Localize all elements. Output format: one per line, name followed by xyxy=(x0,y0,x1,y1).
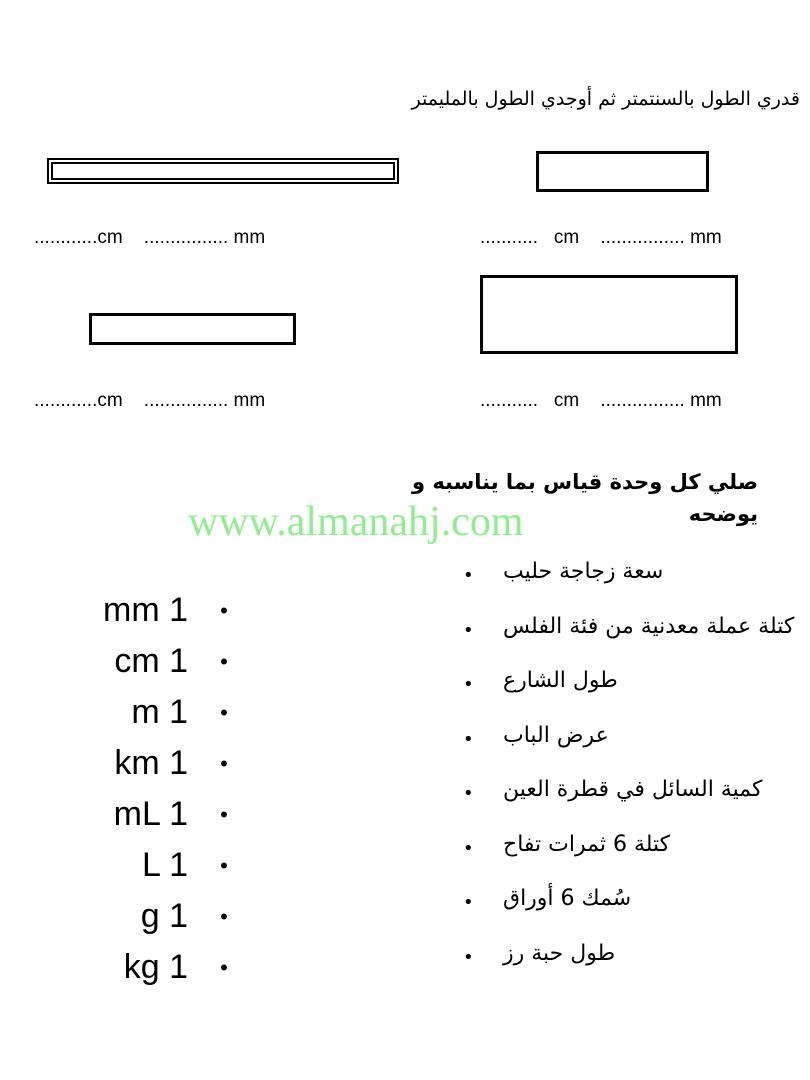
bullet-icon: • xyxy=(463,892,474,913)
bullet-icon: • xyxy=(463,674,474,695)
list-item: • كتلة 6 ثمرات تفاح xyxy=(463,831,671,859)
bullet-icon: • xyxy=(463,783,474,804)
list-item: • سُمك 6 أوراق xyxy=(463,886,632,913)
bullet-icon: • xyxy=(220,954,228,980)
bullet-icon: • xyxy=(463,619,474,641)
bullet-icon: • xyxy=(463,728,474,750)
list-item: • سعة زجاجة حليب xyxy=(463,559,664,586)
bullet-icon: • xyxy=(220,750,228,776)
bullet-icon: • xyxy=(463,837,474,859)
answer-line-row2-left: ............cm ................ mm xyxy=(34,390,266,411)
bullet-icon: • xyxy=(220,903,228,929)
list-item: m 1 • xyxy=(60,687,230,738)
list-item: L 1 • xyxy=(60,840,230,891)
watermark: www.almanahj.com xyxy=(188,499,524,545)
list-item: • كمية السائل في قطرة العين xyxy=(463,777,763,804)
list-item: km 1 • xyxy=(60,738,230,789)
bullet-icon: • xyxy=(220,801,228,827)
answer-line-row2-right: ........... cm ................ mm xyxy=(480,390,722,411)
rectangle-shape-large xyxy=(480,275,738,354)
instruction-title-match: صلي كل وحدة قياس بما يناسبه و يوضحه xyxy=(411,470,758,526)
description-list xyxy=(455,551,810,991)
list-item: • كتلة عملة معدنية من فئة الفلس xyxy=(463,613,795,641)
bullet-icon: • xyxy=(463,565,474,586)
bullet-icon: • xyxy=(220,699,228,725)
list-item: g 1 • xyxy=(60,891,230,942)
bar-shape-long xyxy=(47,158,399,184)
list-item: cm 1 • xyxy=(60,636,230,687)
answer-line-row1-right: ........... cm ................ mm xyxy=(480,227,722,248)
answer-line-row1-left: ............cm ................ mm xyxy=(34,227,266,248)
list-item: kg 1 • xyxy=(60,942,230,993)
bullet-icon: • xyxy=(220,852,228,878)
unit-list xyxy=(60,585,230,993)
list-item: • طول الشارع xyxy=(463,668,618,695)
instruction-title-measure: قدري الطول بالسنتمتر ثم أوجدي الطول بالمليمتر xyxy=(411,88,800,110)
bullet-icon: • xyxy=(463,946,474,968)
rectangle-shape-small xyxy=(536,151,709,192)
list-item: mm 1 • xyxy=(60,585,230,636)
bullet-icon: • xyxy=(220,597,228,623)
list-item: • طول حبة رز xyxy=(463,940,616,968)
bullet-icon: • xyxy=(220,648,228,674)
list-item: • عرض الباب xyxy=(463,722,609,750)
list-item: mL 1 • xyxy=(60,789,230,840)
rectangle-shape-medium xyxy=(89,313,296,345)
